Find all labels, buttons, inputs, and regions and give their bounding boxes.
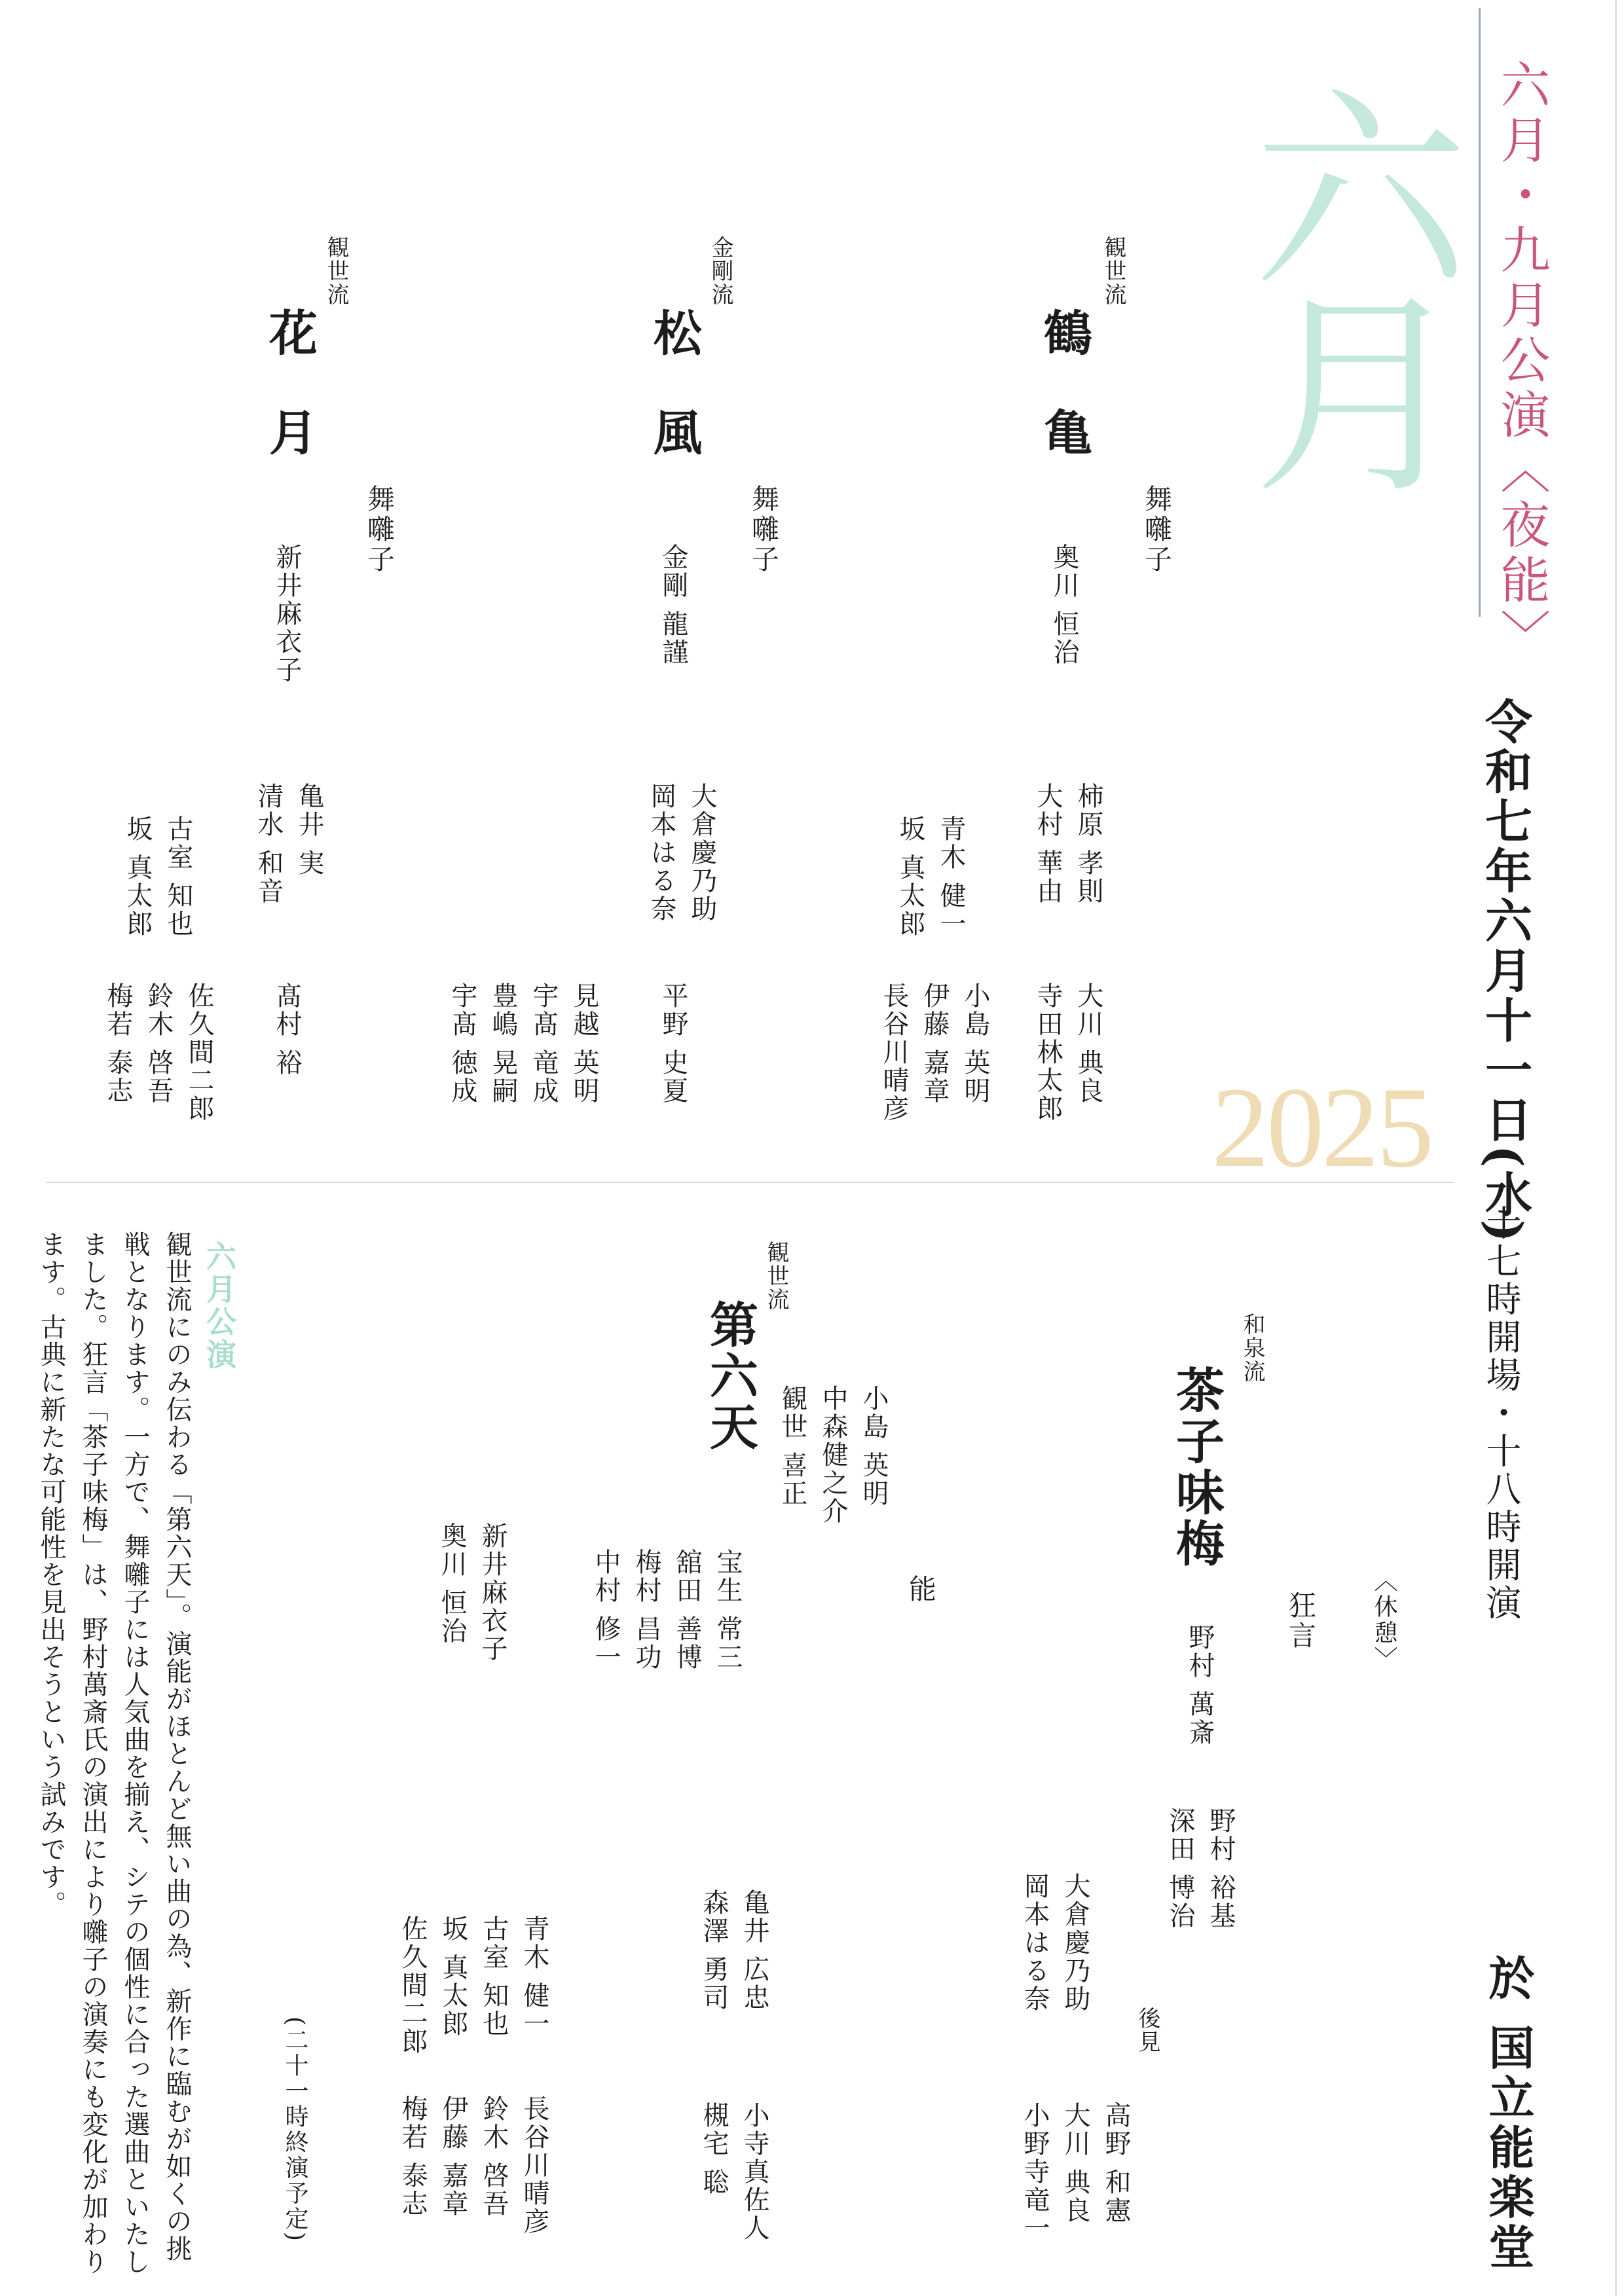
- performance-date: 令和七年六月十一日(水): [1477, 697, 1533, 1245]
- cast-name: 小島 英明: [960, 982, 990, 1105]
- kyogen-shite: 野村 萬斎: [1185, 1624, 1215, 1747]
- cast-name: 岡本はる奈: [1020, 1872, 1050, 2013]
- noh-wakiza: [701, 1889, 767, 2012]
- cast-name: 青木 健一: [936, 815, 966, 938]
- tsurukame-jiutai-right: [1035, 782, 1101, 905]
- matsukaze-hayashi-left: [449, 982, 597, 1105]
- tsurukame-jiutai-left: [897, 815, 964, 938]
- noh-cast-c: [439, 1522, 506, 1663]
- cast-name: 坂 真太郎: [438, 1915, 468, 2038]
- cast-name: 青木 健一: [519, 1915, 549, 2038]
- cast-name: 観世 喜正: [777, 1385, 807, 1508]
- cast-name: 大川 典良: [1073, 982, 1103, 1105]
- cast-name: 高野 和憲: [1101, 2102, 1131, 2225]
- matsukaze-shite: 金剛 龍謹: [658, 543, 688, 666]
- year-watermark: 2025: [1211, 1064, 1431, 1192]
- koken-label: 後見: [1134, 2007, 1160, 2054]
- page-edge-line: [1615, 0, 1617, 2296]
- cast-name: 宇髙 竜成: [528, 982, 559, 1105]
- cast-name: 大倉慶乃助: [687, 782, 717, 923]
- cast-name: 小寺真佐人: [739, 2102, 769, 2242]
- cast-name: 豊嶋 晃嗣: [488, 982, 518, 1105]
- cast-name: 舘田 善博: [672, 1548, 702, 1671]
- matsukaze-hayashi-right: [660, 982, 686, 1105]
- noh-title: 第六天: [702, 1300, 758, 1453]
- cast-name: 古室 知也: [163, 815, 193, 938]
- noh-jiutai-left: [399, 2095, 547, 2236]
- kyogen-school: 和泉流: [1239, 1313, 1265, 1383]
- cast-name: 平野 史夏: [658, 982, 688, 1105]
- koken-names: [1022, 2102, 1129, 2242]
- cast-name: 奥川 恒治: [437, 1522, 467, 1645]
- cast-name: 亀井 広忠: [739, 1889, 769, 2012]
- tsurukame-role: 舞囃子: [1141, 484, 1173, 575]
- end-time-note: (二十一時終演予定): [282, 2016, 308, 2244]
- kyogen-title: 茶子味梅: [1168, 1365, 1225, 1569]
- cast-name: 小島 英明: [858, 1385, 889, 1508]
- cast-name: 柿原 孝則: [1073, 782, 1103, 905]
- kagetsu-school: 観世流: [323, 236, 349, 306]
- noh-wakiza-2: [701, 2102, 767, 2242]
- cast-name: 佐久間二郎: [397, 1915, 428, 2056]
- matsukaze-role: 舞囃子: [748, 484, 780, 575]
- kagetsu-hayashi-left: [105, 982, 212, 1123]
- tsurukame-shite: 奥川 恒治: [1049, 543, 1079, 666]
- performance-time: 十七時開場・十八時開演: [1481, 1205, 1522, 1622]
- cast-name: 坂 真太郎: [122, 815, 153, 938]
- cast-name: 大川 典良: [1060, 2102, 1090, 2225]
- cast-name: 見越 英明: [569, 982, 599, 1105]
- tsurukame-school: 観世流: [1100, 236, 1126, 306]
- cast-name: 鈴木 啓吾: [479, 2095, 509, 2218]
- cast-name: 深田 博治: [1165, 1807, 1195, 1930]
- noh-jiutai-right: [399, 1915, 547, 2056]
- performance-venue: 於 国立能楽堂: [1481, 1954, 1536, 2273]
- cast-name: 大村 華由: [1033, 782, 1063, 905]
- cast-name: 梅若 泰志: [103, 982, 133, 1105]
- cast-name: 新井麻衣子: [477, 1522, 507, 1663]
- cast-name: 小野寺竜一: [1020, 2102, 1050, 2242]
- cast-name: 清水 和音: [253, 782, 284, 905]
- cast-name: 森澤 勇司: [699, 1889, 729, 2012]
- intermission: 〈休憩〉: [1371, 1568, 1397, 1673]
- kagetsu-jiutai-right: [255, 782, 322, 905]
- tsurukame-hayashi-left: [881, 982, 988, 1123]
- noh-school: 観世流: [763, 1241, 789, 1311]
- kagetsu-jiutai-left: [124, 815, 191, 938]
- cast-name: 亀井 実: [294, 782, 324, 877]
- cast-name: 鈴木 啓吾: [143, 982, 174, 1105]
- cast-name: 伊藤 嘉章: [919, 982, 950, 1105]
- cast-name: 梅村 昌功: [631, 1548, 661, 1671]
- cast-name: 寺田林太郎: [1033, 982, 1063, 1123]
- kagetsu-title: 花月: [261, 308, 318, 507]
- cast-name: 槻宅 聡: [699, 2102, 729, 2196]
- cast-name: 坂 真太郎: [895, 815, 925, 938]
- kyogen-role: 狂言: [1285, 1591, 1317, 1651]
- performance-title: 六月・九月公演〈夜能〉: [1492, 59, 1551, 664]
- cast-name: 髙村 裕: [272, 982, 302, 1077]
- cast-name: 中村 修一: [591, 1548, 621, 1671]
- noh-role: 能: [905, 1575, 937, 1605]
- kagetsu-role: 舞囃子: [363, 484, 396, 575]
- cast-name: 伊藤 嘉章: [438, 2095, 468, 2218]
- cast-name: 岡本はる奈: [646, 782, 676, 923]
- cast-name: 大倉慶乃助: [1060, 1872, 1090, 2013]
- kagetsu-hayashi-right: [274, 982, 300, 1077]
- cast-name: 宝生 常三: [712, 1548, 743, 1671]
- matsukaze-jiutai-right: [648, 782, 715, 923]
- cast-name: 中森健之介: [818, 1385, 848, 1525]
- cast-name: 古室 知也: [479, 1915, 509, 2038]
- noh-cast-b: [593, 1548, 741, 1671]
- cast-name: 野村 裕基: [1206, 1807, 1236, 1930]
- kyogen-ado: [1167, 1807, 1234, 1930]
- noh-hayashi-right: [1022, 1872, 1088, 2013]
- description-heading: 六月公演: [202, 1241, 237, 1372]
- month-watermark: 六月: [1217, 79, 1468, 484]
- cast-name: 長谷川晴彦: [879, 982, 909, 1123]
- cast-name: 長谷川晴彦: [519, 2095, 549, 2236]
- noh-cast-a: [779, 1385, 887, 1525]
- tsurukame-hayashi-right: [1035, 982, 1101, 1123]
- matsukaze-title: 松風: [646, 308, 702, 507]
- description-text: 観世流にのみ伝わる「第六天」。演能がほとんど無い曲の為、新作に臨むが如くの挑戦となります。一方で、舞囃子には人気曲を揃え、シテの個性に合った選曲といたしました。狂言「茶子味梅」は、野村萬斎氏の演出により囃子の演奏にも変化が加わります。古典に新たな可能性を見出そうという試みです。: [36, 1231, 192, 2276]
- cast-name: 宇髙 徳成: [447, 982, 477, 1105]
- tsurukame-title: 鶴亀: [1036, 308, 1092, 507]
- header-divider-line: [1479, 8, 1481, 617]
- kagetsu-shite: 新井麻衣子: [272, 543, 302, 684]
- cast-name: 梅若 泰志: [397, 2095, 428, 2218]
- matsukaze-school: 金剛流: [707, 236, 733, 306]
- cast-name: 佐久間二郎: [184, 982, 214, 1123]
